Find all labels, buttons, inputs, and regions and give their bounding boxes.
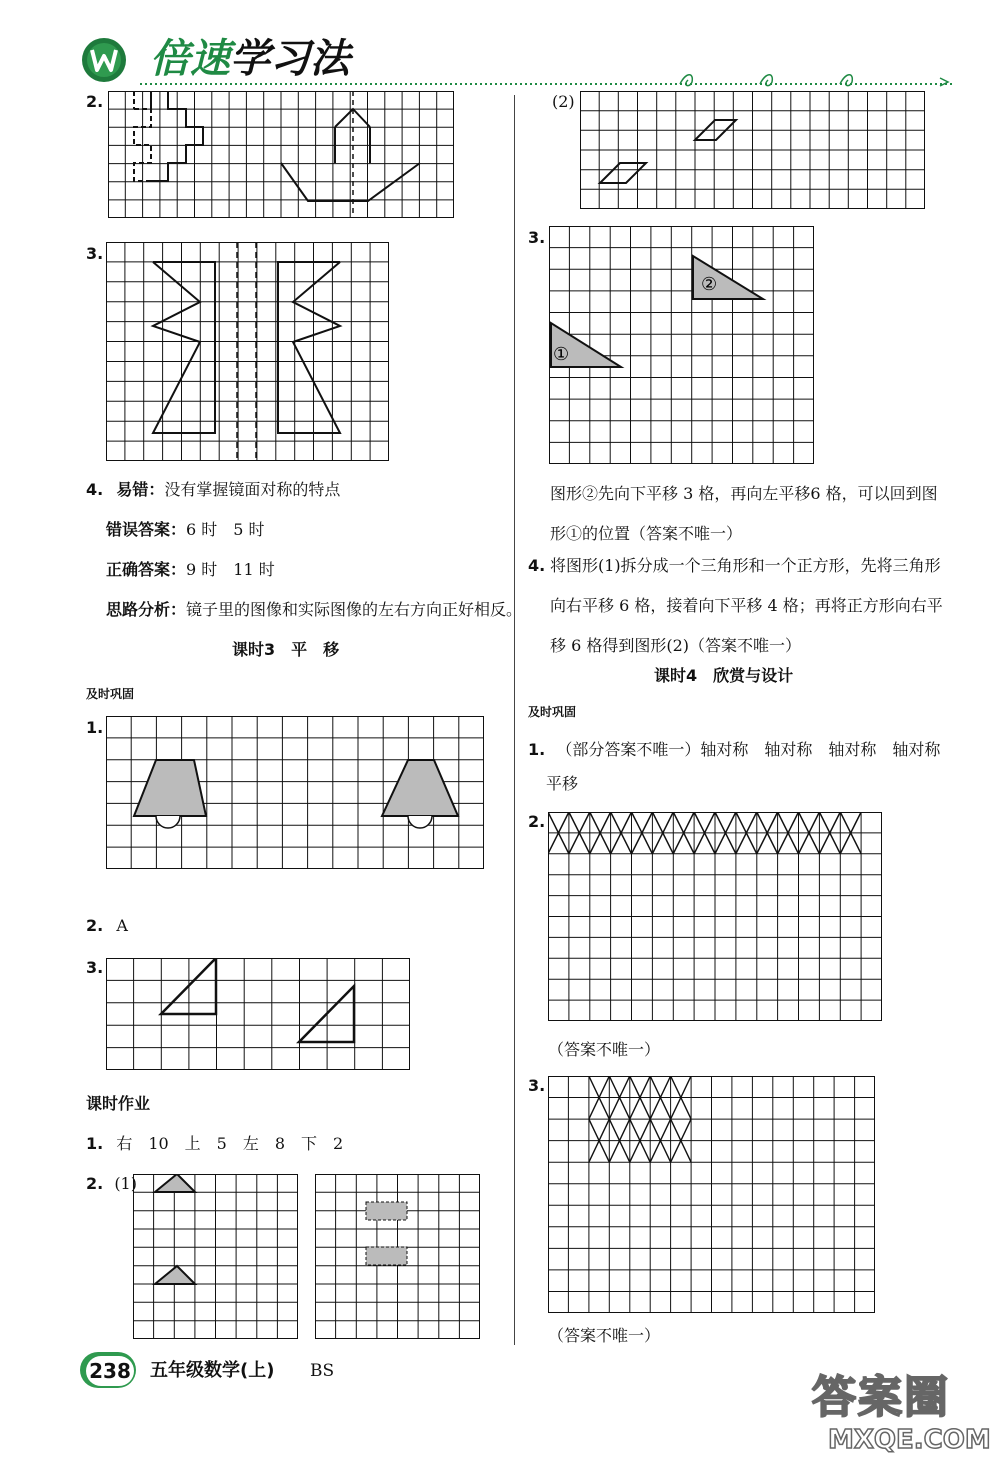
homework-title: 课时作业 (86, 1094, 151, 1113)
grid-left-q3 (106, 242, 390, 462)
circle-label-2: ② (701, 274, 718, 295)
l3-q2: 2. A (86, 916, 128, 935)
left-q2-number: 2. (86, 92, 104, 111)
grid-hw-q2-a (133, 1174, 301, 1342)
left-q3-number: 3. (86, 244, 104, 263)
right-q3-text: 图形②先向下平移 3 格，再向左平移6 格，可以回到图形①的位置（答案不唯一） (550, 484, 938, 543)
book-title: 五年级数学(上) (150, 1360, 275, 1381)
grid-right-q3 (549, 226, 817, 466)
footer (80, 1352, 480, 1392)
grid-right-part2 (580, 91, 928, 211)
watermark (800, 1372, 990, 1462)
lesson4-subtitle: 及时巩固 (528, 705, 577, 719)
header-decoration (140, 70, 960, 90)
right-part2: (2) (552, 92, 575, 111)
hw-q1: 1. 右 10 上 5 左 8 下 2 (86, 1134, 344, 1153)
grid-lesson3-q1 (106, 716, 486, 872)
brand-rest: 学习法 (230, 36, 350, 82)
l3-q1-number: 1. (86, 718, 104, 737)
grid-lesson4-q3 (548, 1076, 878, 1316)
page-number: 238 (86, 1356, 134, 1386)
hw-q2: 2. (1) (86, 1174, 137, 1193)
left-q4-number: 4. (86, 480, 104, 499)
lesson3-title: 课时3 平 移 (232, 640, 340, 659)
grid-left-q2 (108, 91, 456, 219)
left-q4-title: 没有掌握镜面对称的特点 (164, 480, 341, 499)
grid-lesson4-q2 (548, 812, 884, 1024)
right-q3-number: 3. (528, 228, 546, 247)
grid-hw-q2-b (315, 1174, 483, 1342)
header (80, 30, 960, 90)
circle-label-1: ① (553, 344, 570, 365)
grid-lesson3-q3 (106, 958, 414, 1072)
l4-q1-continued: 平移 (546, 774, 579, 793)
watermark-main: 答案圈 (812, 1372, 950, 1423)
left-wrong-answer: 错误答案：6 时 5 时 (106, 520, 265, 539)
edition: BS (310, 1361, 335, 1381)
left-analysis: 思路分析：镜子里的图像和实际图像的左右方向正好相反。 (106, 600, 523, 619)
l3-q3-number: 3. (86, 958, 104, 977)
brand-colored: 倍速 (150, 36, 230, 82)
watermark-url: MXQE.COM (828, 1425, 991, 1455)
left-q4-label: 易错： (116, 480, 165, 499)
lesson4-title: 课时4 欣赏与设计 (654, 666, 794, 685)
logo-icon (80, 36, 128, 84)
left-right-answer: 正确答案：9 时 11 时 (106, 560, 275, 579)
l4-q1: 1. （部分答案不唯一）轴对称 轴对称 轴对称 轴对称 (528, 740, 941, 759)
lesson3-subtitle: 及时巩固 (86, 687, 135, 701)
left-q4-line1 (86, 480, 340, 500)
l4-q3-note: （答案不唯一） (548, 1326, 661, 1345)
column-divider (514, 95, 515, 1345)
l4-q2-note: （答案不唯一） (548, 1040, 661, 1059)
l3-q2-answer: A (116, 916, 128, 935)
l4-q3-number: 3. (528, 1076, 546, 1095)
l4-q2-number: 2. (528, 812, 546, 831)
